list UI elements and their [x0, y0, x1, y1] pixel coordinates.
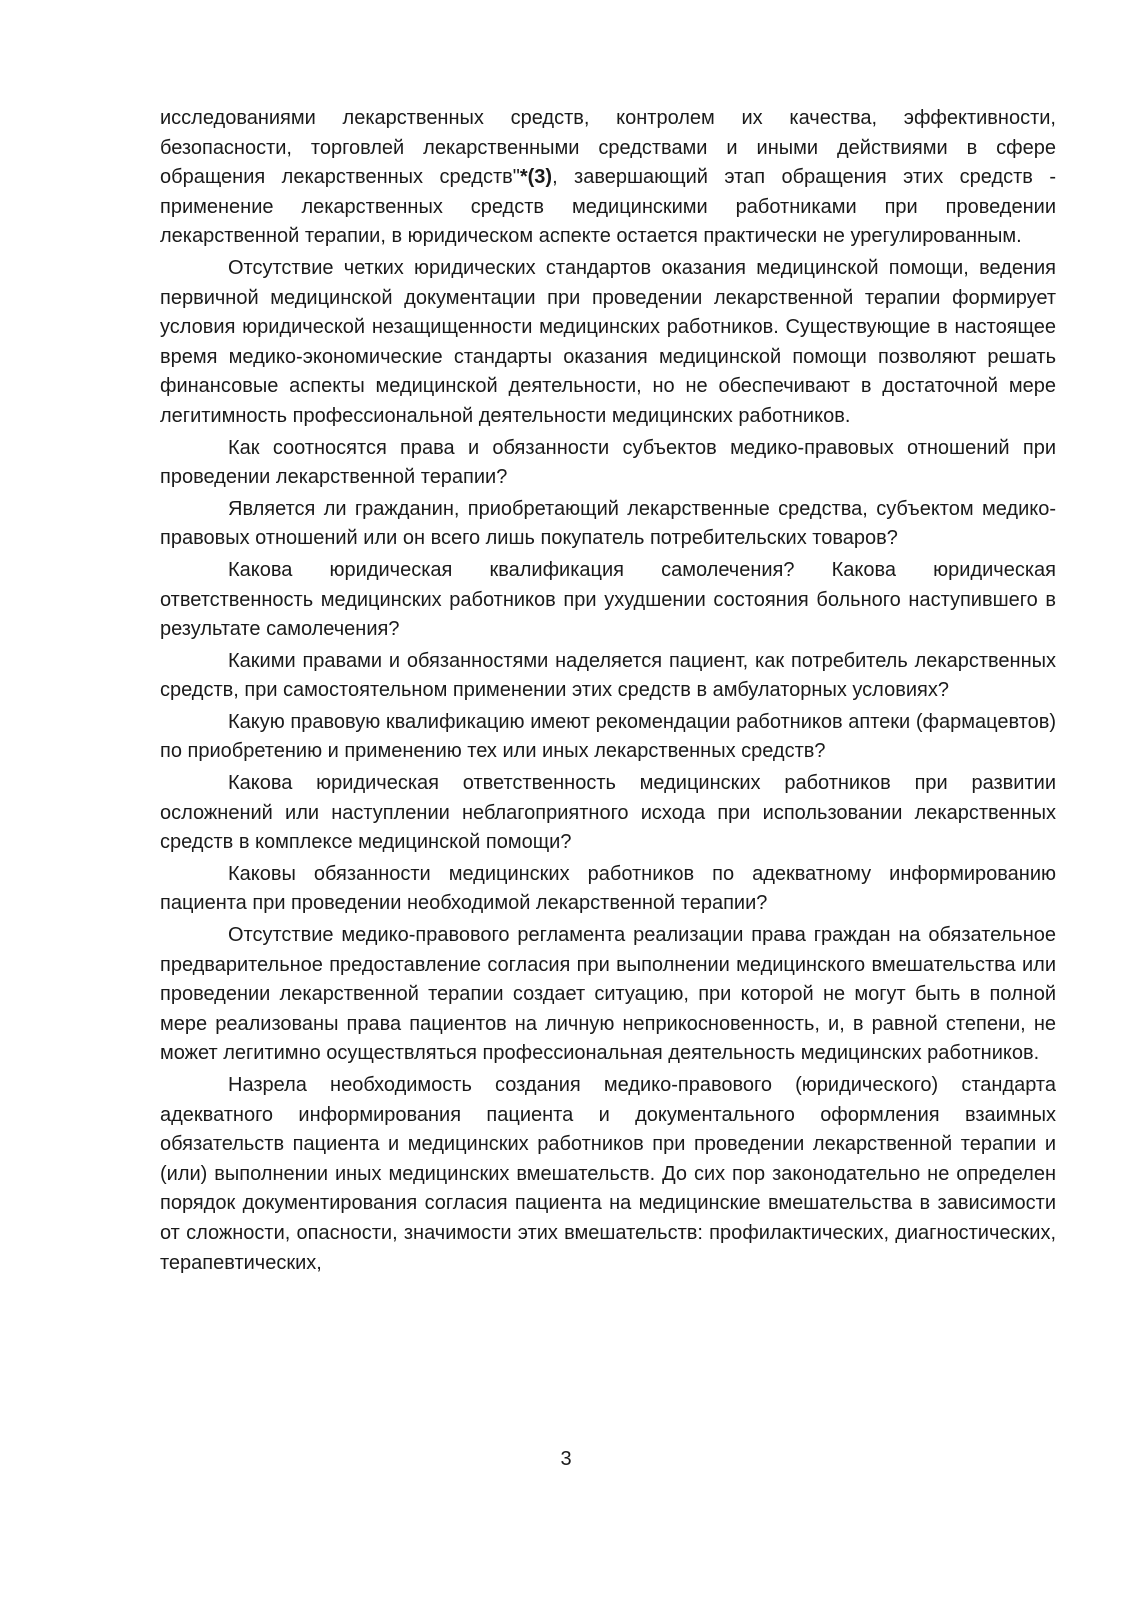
- paragraph-question-rights: Как соотносятся права и обязанности субъектов медико-правовых отношений при проведении лекарственной терапии?: [160, 436, 1056, 489]
- paragraph-standards-absence: Отсутствие четких юридических стандартов оказания медицинской помощи, ведения первичной медицинской документации при проведении лекарственной терапии формирует условия юридической незащищенности медицинских работников. Существующие в настоящее время медико-экономические стандарты оказания медицинской помощи позволяют решать финансовые аспекты медицинской деятельности, но не обеспечивают в достаточной мере легитимность профессиональной деятельности медицинских работников.: [160, 256, 1056, 427]
- paragraph-continuation: [160, 104, 1056, 252]
- page-number: 3: [560, 1448, 572, 1470]
- paragraph-question-liability: Какова юридическая ответственность медицинских работников при развитии осложнений или наступлении неблагоприятного исхода при использовании лекарственных средств в комплексе медицинской помощи?: [160, 772, 1056, 854]
- document-page-body: [160, 104, 1056, 1278]
- paragraph-standard-needed: Назрела необходимость создания медико-правового (юридического) стандарта адекватного информирования пациента и документального оформления взаимных обязательств пациента и медицинских работников при проведении лекарственной терапии и (или) выполнении иных медицинских вмешательств. До сих пор законодательно не определен порядок документирования согласия пациента на медицинские вмешательства в зависимости от сложности, опасности, значимости этих вмешательств: профилактических, диагностических, терапевтических,: [160, 1074, 1056, 1274]
- paragraph-text: исследованиями лекарственных средств, контролем их качества, эффективности, безопасности, торговлей лекарственными средствами и иными действиями в сфере обращения лекарственных средств": [160, 107, 1056, 189]
- paragraph-question-pharmacist: Какую правовую квалификацию имеют рекомендации работников аптеки (фармацевтов) по приобретению и применению тех или иных лекарственных средств?: [160, 710, 1056, 763]
- paragraph-question-informing: Каковы обязанности медицинских работников по адекватному информированию пациента при проведении необходимой лекарственной терапии?: [160, 862, 1056, 915]
- paragraph-question-patient-rights: Какими правами и обязанностями наделяется пациент, как потребитель лекарственных средств, при самостоятельном применении этих средств в амбулаторных условиях?: [160, 649, 1056, 702]
- paragraph-text: , завершающий этап обращения этих средств - применение лекарственных средств медицинскими работниками при проведении лекарственной терапии, в юридическом аспекте остается практически не урегулированным.: [160, 166, 1057, 248]
- paragraph-question-citizen: Является ли гражданин, приобретающий лекарственные средства, субъектом медико-правовых отношений или он всего лишь покупатель потребительских товаров?: [160, 497, 1056, 550]
- paragraph-consent-regulation: Отсутствие медико-правового регламента реализации права граждан на обязательное предварительное предоставление согласия при выполнении медицинского вмешательства или проведении лекарственной терапии создает ситуацию, при которой не могут быть в полной мере реализованы права пациентов на личную неприкосновенность, и, в равной степени, не может легитимно осуществляться профессиональная деятельность медицинских работников.: [160, 924, 1056, 1065]
- footnote-reference: *(3): [519, 166, 553, 189]
- paragraph-question-self-treatment: Какова юридическая квалификация самолечения? Какова юридическая ответственность медицинских работников при ухудшении состояния больного наступившего в результате самолечения?: [160, 558, 1056, 641]
